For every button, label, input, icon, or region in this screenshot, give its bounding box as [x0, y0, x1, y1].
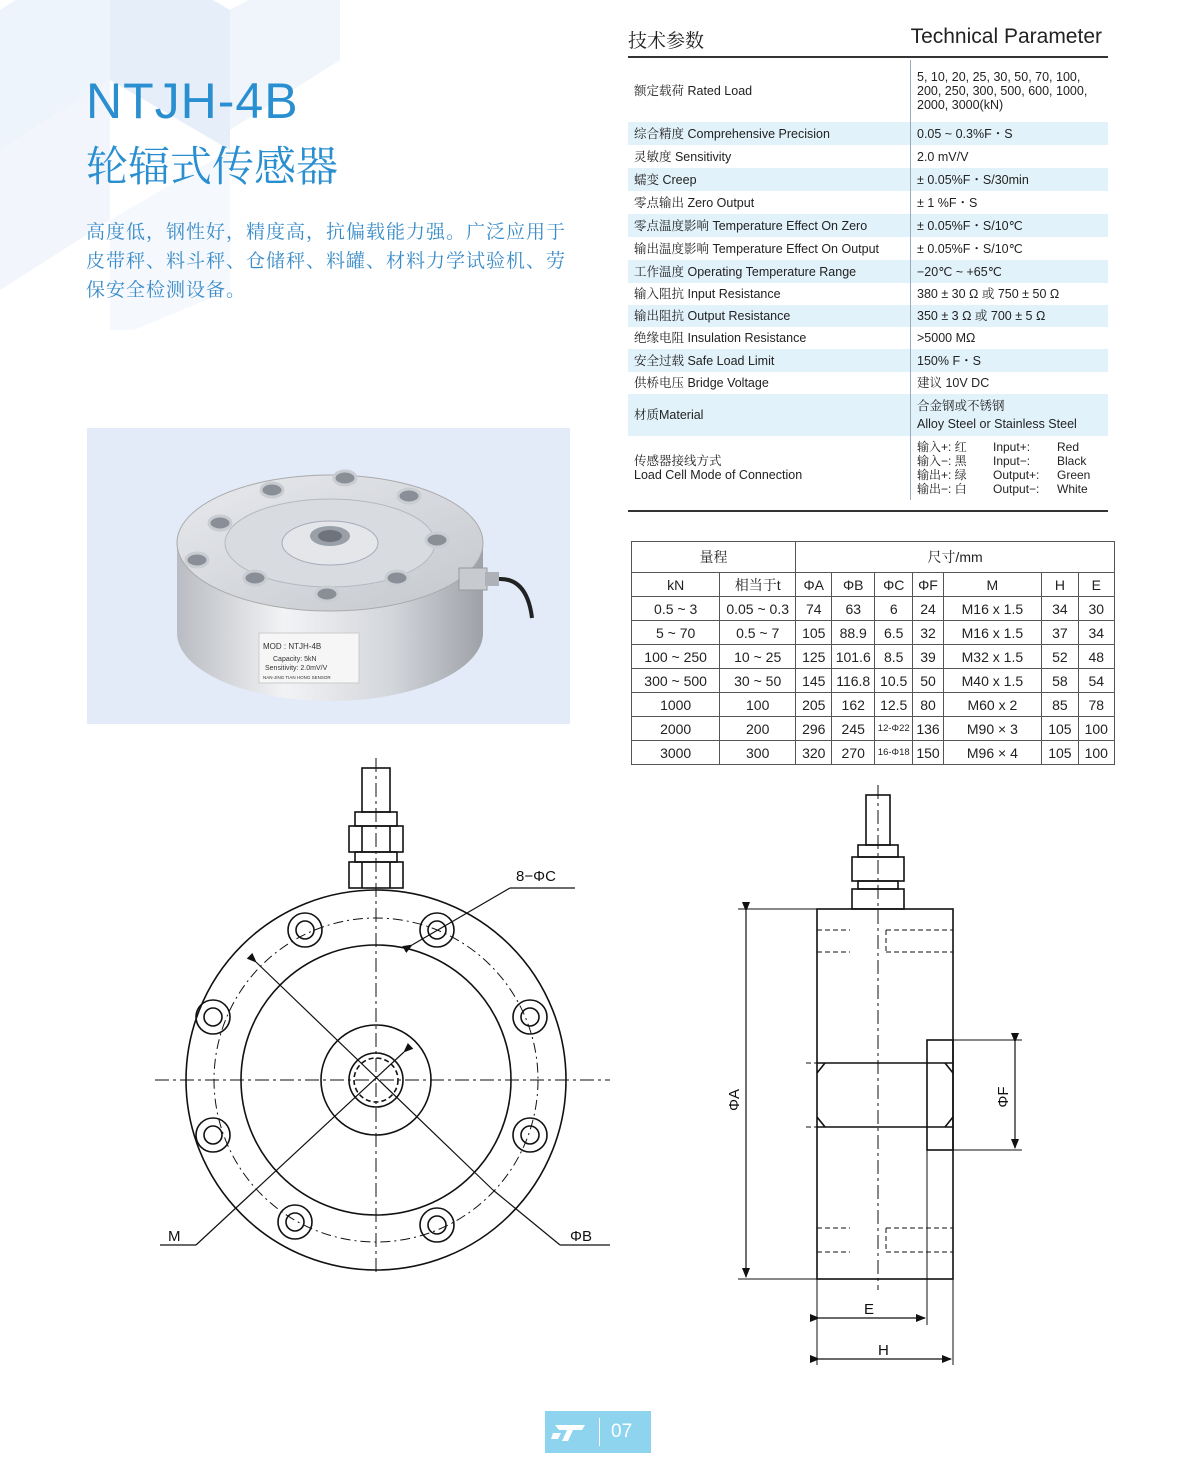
photo-label-line: NAN-JING TIAN HONG SENSOR — [263, 675, 331, 680]
connection-key-cn: 传感器接线方式 — [634, 454, 722, 468]
param-row — [628, 145, 1108, 168]
dim-header-row — [632, 573, 1115, 597]
dim-cell: 0.5 ~ 3 — [632, 597, 720, 621]
phif-label: ΦF — [995, 1086, 1012, 1108]
wire-color: Black — [1057, 454, 1087, 468]
dim-cell: M32 x 1.5 — [943, 645, 1042, 669]
dim-cell: 80 — [913, 693, 943, 717]
param-value: ± 0.05%F・S/30min — [911, 168, 1109, 191]
dim-cell: 100 — [720, 693, 796, 717]
dim-cell: 34 — [1042, 597, 1078, 621]
dim-cell: 37 — [1042, 621, 1078, 645]
param-row — [628, 394, 1108, 436]
param-key: 输出阻抗 Output Resistance — [628, 305, 911, 327]
dim-cell: 12.5 — [875, 693, 913, 717]
connection-values — [911, 436, 1109, 500]
dim-col-header: ΦF — [913, 573, 943, 597]
param-table — [628, 60, 1108, 500]
param-value: 350 ± 3 Ω 或 700 ± 5 Ω — [911, 305, 1109, 327]
dim-cell: 125 — [796, 645, 832, 669]
param-key: 灵敏度 Sensitivity — [628, 145, 911, 168]
param-key: 工作温度 Operating Temperature Range — [628, 260, 911, 283]
param-value: 150% F・S — [911, 349, 1109, 372]
wire-color: White — [1057, 482, 1088, 496]
param-header — [628, 22, 1108, 58]
dim-cell: 30 — [1078, 597, 1114, 621]
dim-col-header: H — [1042, 573, 1078, 597]
wire-en: Input+: — [993, 440, 1031, 454]
product-photo — [87, 428, 570, 724]
dim-cell: 32 — [913, 621, 943, 645]
wire-color: Green — [1057, 468, 1091, 482]
dim-cell: 54 — [1078, 669, 1114, 693]
dim-cell: M16 x 1.5 — [943, 597, 1042, 621]
param-row — [628, 349, 1108, 372]
param-title-en: Technical Parameter — [910, 25, 1102, 48]
dim-cell: M90 × 3 — [943, 717, 1042, 741]
dim-col-header: 相当于t — [720, 573, 796, 597]
photo-label-line: Sensitivity: 2.0mV/V — [265, 665, 328, 672]
dim-cell: 100 — [1078, 717, 1114, 741]
dim-cell: 8.5 — [875, 645, 913, 669]
dim-row — [632, 717, 1115, 741]
param-key: 供桥电压 Bridge Voltage — [628, 372, 911, 394]
dim-col-header: E — [1078, 573, 1114, 597]
connection-key-en: Load Cell Mode of Connection — [634, 468, 803, 482]
dim-cell: 100 ~ 250 — [632, 645, 720, 669]
param-value: −20℃ ~ +65℃ — [911, 260, 1109, 283]
param-key: 绝缘电阻 Insulation Resistance — [628, 327, 911, 349]
param-value: >5000 MΩ — [917, 331, 976, 345]
dim-cell: 145 — [796, 669, 832, 693]
param-key: 蠕变 Creep — [628, 168, 911, 191]
product-name: 轮辐式传感器 — [86, 142, 339, 191]
wire-en: Input−: — [993, 454, 1031, 468]
page-number: 07 — [611, 1421, 633, 1442]
wire-cn: 输入−: 黑 — [917, 454, 967, 468]
material-en: Alloy Steel or Stainless Steel — [917, 417, 1077, 431]
dim-cell: 105 — [1042, 717, 1078, 741]
dim-cell: 3000 — [632, 741, 720, 765]
dim-cell: 39 — [913, 645, 943, 669]
param-key: 安全过载 Safe Load Limit — [628, 349, 911, 372]
dim-cell: 34 — [1078, 621, 1114, 645]
photo-label-line: Capacity: 5kN — [273, 656, 317, 663]
dim-row — [632, 597, 1115, 621]
dim-cell: 270 — [832, 741, 875, 765]
param-key: 综合精度 Comprehensive Precision — [628, 122, 911, 145]
dim-cell: 50 — [913, 669, 943, 693]
front-view — [155, 758, 610, 1275]
param-row — [628, 168, 1108, 191]
param-row — [628, 122, 1108, 145]
dim-row — [632, 645, 1115, 669]
dim-cell: 78 — [1078, 693, 1114, 717]
dim-col-header: ΦA — [796, 573, 832, 597]
dim-cell: 105 — [796, 621, 832, 645]
dim-cell: 296 — [796, 717, 832, 741]
param-row — [628, 260, 1108, 283]
param-value: ± 1 %F・S — [917, 195, 978, 210]
dim-cell: 116.8 — [832, 669, 875, 693]
param-key: 输出温度影响 Temperature Effect On Output — [628, 237, 911, 260]
param-key: 材质Material — [628, 394, 911, 436]
dim-cell: 10.5 — [875, 669, 913, 693]
param-row — [628, 283, 1108, 305]
param-value: 建议 10V DC — [917, 376, 990, 390]
dim-group-row — [632, 542, 1115, 573]
material-cn: 合金钢或不锈钢 — [917, 399, 1005, 413]
param-row — [628, 237, 1108, 260]
e-label: E — [864, 1301, 875, 1318]
dim-cell: 136 — [913, 717, 943, 741]
dim-col-header: ΦC — [875, 573, 913, 597]
dim-cell: 5 ~ 70 — [632, 621, 720, 645]
dim-cell: 100 — [1078, 741, 1114, 765]
param-value — [911, 394, 1109, 436]
dim-cell: 101.6 — [832, 645, 875, 669]
wire-en: Output+: — [993, 468, 1040, 482]
param-key: 输入阻抗 Input Resistance — [628, 283, 911, 305]
badge-separator — [599, 1418, 600, 1446]
param-key: 零点输出 Zero Output — [628, 191, 911, 214]
phia-label: ΦA — [726, 1089, 743, 1111]
dim-cell: 74 — [796, 597, 832, 621]
dim-cell: 162 — [832, 693, 875, 717]
param-value: ± 0.05%F・S/10℃ — [911, 214, 1109, 237]
param-bottom-rule — [628, 510, 1108, 512]
dim-cell: M16 x 1.5 — [943, 621, 1042, 645]
dim-cell: 205 — [796, 693, 832, 717]
dim-cell: 6 — [875, 597, 913, 621]
param-key: 零点温度影响 Temperature Effect On Zero — [628, 214, 911, 237]
param-value: 5, 10, 20, 25, 30, 50, 70, 100, 200, 250, 300, 500, 600, 1000, 2000, 3000(kN) — [917, 70, 1088, 112]
dim-cell: 58 — [1042, 669, 1078, 693]
dim-row — [632, 621, 1115, 645]
wire-en: Output−: — [993, 482, 1040, 496]
wire-cn: 输出+: 绿 — [917, 468, 967, 482]
h-label: H — [878, 1342, 889, 1359]
param-value: 2.0 mV/V — [917, 149, 969, 164]
param-row — [628, 327, 1108, 349]
dim-cell: 63 — [832, 597, 875, 621]
load-cell-illustration — [87, 428, 570, 724]
wire-color: Red — [1057, 440, 1080, 454]
dim-cell: 12-Φ22 — [875, 717, 913, 741]
param-row — [628, 305, 1108, 327]
dim-cell: 150 — [913, 741, 943, 765]
dim-cell: 320 — [796, 741, 832, 765]
param-key: 额定载荷 Rated Load — [628, 60, 911, 122]
dim-cell: M60 x 2 — [943, 693, 1042, 717]
param-title-cn: 技术参数 — [628, 30, 705, 52]
dim-row — [632, 693, 1115, 717]
dim-col-header: kN — [632, 573, 720, 597]
dim-cell: M96 × 4 — [943, 741, 1042, 765]
dim-cell: 2000 — [632, 717, 720, 741]
param-row — [628, 214, 1108, 237]
dim-cell: 24 — [913, 597, 943, 621]
dim-cell: 300 ~ 500 — [632, 669, 720, 693]
wire-cn: 输出−: 白 — [917, 482, 967, 496]
phib-label: ΦB — [570, 1228, 592, 1245]
product-description: 高度低，钢性好，精度高，抗偏载能力强。广泛应用于皮带秤、料斗秤、仓储秤、料罐、材料力学试验机、劳保安全检测设备。 — [86, 221, 567, 301]
dim-cell: 10 ~ 25 — [720, 645, 796, 669]
dim-cell: 105 — [1042, 741, 1078, 765]
param-row — [628, 191, 1108, 214]
param-value: 0.05 ~ 0.3%F・S — [911, 122, 1109, 145]
brand-logo-icon — [545, 1411, 595, 1453]
dim-col-header: M — [943, 573, 1042, 597]
dim-cell: 245 — [832, 717, 875, 741]
dim-group-range: 量程 — [632, 542, 796, 573]
photo-label-line: MOD : NTJH-4B — [263, 642, 322, 651]
model-title: NTJH-4B — [86, 73, 299, 129]
dim-group-size: 尺寸/mm — [796, 542, 1115, 573]
dim-cell: 6.5 — [875, 621, 913, 645]
m-label: M — [168, 1228, 181, 1245]
dimension-table — [631, 541, 1115, 765]
dim-cell: 16-Φ18 — [875, 741, 913, 765]
bolt-holes — [196, 913, 547, 1242]
dim-cell: 85 — [1042, 693, 1078, 717]
technical-drawing — [0, 755, 1200, 1395]
dim-cell: 300 — [720, 741, 796, 765]
dim-cell: 52 — [1042, 645, 1078, 669]
dim-cell: 0.05 ~ 0.3 — [720, 597, 796, 621]
param-row-connection — [628, 436, 1108, 500]
page-number-badge — [545, 1411, 651, 1453]
holes-label: 8−ΦC — [516, 868, 556, 885]
dim-cell: 48 — [1078, 645, 1114, 669]
dim-cell: 30 ~ 50 — [720, 669, 796, 693]
dim-cell: 0.5 ~ 7 — [720, 621, 796, 645]
param-value: ± 0.05%F・S/10℃ — [917, 241, 1023, 256]
dim-cell: 1000 — [632, 693, 720, 717]
dim-cell: 88.9 — [832, 621, 875, 645]
wire-cn: 输入+: 红 — [917, 440, 967, 454]
param-value: 380 ± 30 Ω 或 750 ± 50 Ω — [917, 287, 1060, 301]
side-view — [738, 785, 1022, 1365]
dim-col-header: ΦB — [832, 573, 875, 597]
dim-row — [632, 669, 1115, 693]
dim-cell: M40 x 1.5 — [943, 669, 1042, 693]
param-key — [628, 436, 911, 500]
param-row — [628, 60, 1108, 122]
dim-cell: 200 — [720, 717, 796, 741]
param-row — [628, 372, 1108, 394]
